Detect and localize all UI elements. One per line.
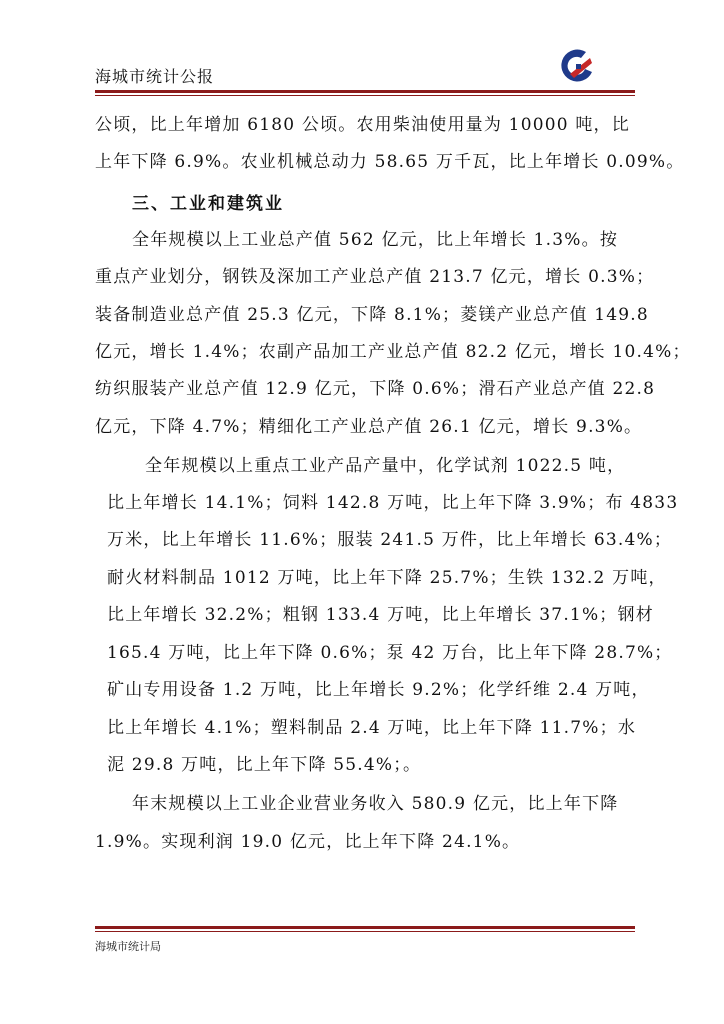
page-header-title: 海城市统计公报 [95, 67, 215, 86]
header-rule-thick [95, 90, 635, 93]
footer-org: 海城市统计局 [95, 940, 161, 953]
text-line: 比上年增长 32.2%；粗钢 133.4 万吨，比上年增长 37.1%；钢材 [107, 605, 654, 625]
header-rule-thin [95, 95, 635, 96]
text-line: 比上年增长 4.1%；塑料制品 2.4 万吨，比上年下降 11.7%；水 [107, 718, 637, 738]
text-line: 泥 29.8 万吨，比上年下降 55.4%；。 [107, 755, 422, 775]
text-line: 矿山专用设备 1.2 万吨，比上年增长 9.2%；化学纤维 2.4 万吨， [107, 680, 650, 700]
text-line: 纺织服装产业总产值 12.9 亿元，下降 0.6%；滑石产业总产值 22.8 [95, 379, 656, 399]
text-line: 耐火材料制品 1012 万吨，比上年下降 25.7%；生铁 132.2 万吨， [107, 568, 667, 588]
footer-rule-thin [95, 931, 635, 932]
text-line: 165.4 万吨，比上年下降 0.6%；泵 42 万台，比上年下降 28.7%； [107, 643, 673, 663]
statistics-bureau-logo-icon [556, 44, 600, 88]
text-line: 装备制造业总产值 25.3 亿元，下降 8.1%；菱镁产业总产值 149.8 [95, 305, 649, 325]
text-line: 年末规模以上工业企业营业务收入 580.9 亿元，比上年下降 [132, 794, 619, 814]
text-line: 亿元，下降 4.7%；精细化工产业总产值 26.1 亿元，增长 9.3%。 [95, 417, 643, 437]
text-line: 公顷，比上年增加 6180 公顷。农用柴油使用量为 10000 吨，比 [95, 115, 630, 135]
text-line: 万米，比上年增长 11.6%；服装 241.5 万件，比上年增长 63.4%； [107, 530, 673, 550]
footer-rule-thick [95, 926, 635, 929]
text-line: 1.9%。实现利润 19.0 亿元，比上年下降 24.1%。 [95, 832, 521, 852]
text-line: 全年规模以上重点工业产品产量中，化学试剂 1022.5 吨， [145, 456, 626, 476]
text-line: 上年下降 6.9%。农业机械总动力 58.65 万千瓦，比上年增长 0.09%。 [95, 152, 685, 172]
text-line: 重点产业划分，钢铁及深加工产业总产值 213.7 亿元，增长 0.3%； [95, 267, 655, 287]
text-line: 比上年增长 14.1%；饲料 142.8 万吨，比上年下降 3.9%；布 4833 [107, 493, 679, 513]
text-line: 亿元，增长 1.4%；农副产品加工产业总产值 82.2 亿元，增长 10.4%； [95, 342, 691, 362]
text-line: 全年规模以上工业总产值 562 亿元，比上年增长 1.3%。按 [132, 230, 619, 250]
section-heading: 三、工业和建筑业 [132, 194, 284, 214]
